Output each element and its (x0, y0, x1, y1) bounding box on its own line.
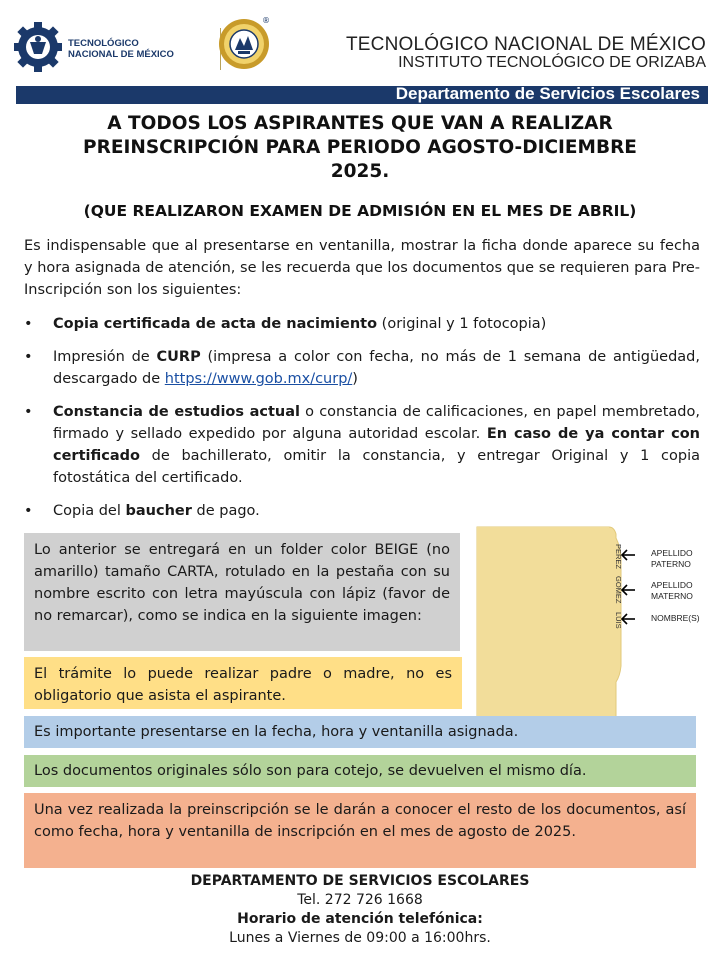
bullet-dot: • (24, 316, 33, 332)
page-subtitle: (QUE REALIZARON EXAMEN DE ADMISIÓN EN EL MES DE ABRIL) (83, 202, 637, 220)
registered-mark: ® (262, 16, 270, 25)
curp-link[interactable]: https://www.gob.mx/curp/ (164, 371, 353, 387)
next-steps-box: Una vez realizada la preinscripción se le darán a conocer el resto de los documentos, así como fecha, hora y ventanilla de inscripción en el mes de agosto de 2025. (24, 793, 696, 868)
parent-note-box: El trámite lo puede realizar padre o madre, no es obligatorio que asista el aspirante. (24, 657, 462, 709)
label-apellido-materno: APELLIDO MATERNO (651, 580, 693, 601)
bullet-dot: • (24, 503, 33, 519)
label-nombre: NOMBRE(S) (651, 613, 700, 623)
tecnm-gear-logo (14, 14, 62, 80)
department-label: Departamento de Servicios Escolares (395, 84, 700, 103)
originals-note-box: Los documentos originales sólo son para cotejo, se devuelven el mismo día. (24, 755, 696, 787)
list-item: • Copia certificada de acta de nacimiento (original y 1 fotocopia) (24, 313, 700, 335)
footer-hours-label: Horario de atención telefónica: (237, 911, 483, 927)
label-apellido-paterno: APELLIDO PATERNO (651, 548, 693, 569)
folder-illustration (476, 526, 640, 728)
page-title: A TODOS LOS ASPIRANTES QUE VAN A REALIZAR PREINSCRIPCIÓN PARA PERIODO AGOSTO-DICIEMBRE 2025. (83, 113, 637, 182)
tab-name-paterno: PEREZ (614, 544, 623, 570)
footer (0, 872, 720, 948)
footer-hours: Lunes a Viernes de 09:00 a 16:00hrs. (229, 930, 491, 946)
list-item: • Copia del baucher de pago. (24, 500, 700, 522)
folder-instructions-box: Lo anterior se entregará en un folder color BEIGE (no amarillo) tamaño CARTA, rotulado en la pestaña con su nombre escrito con letra mayúscula con lápiz (favor de no remarcar), como se indica en la siguiente imagen: (24, 533, 460, 651)
ito-seal-logo (218, 18, 270, 70)
bullet-dot: • (24, 349, 33, 365)
attendance-note-box: Es importante presentarse en la fecha, hora y ventanilla asignada. (24, 716, 696, 748)
institution-name: TECNOLÓGICO NACIONAL DE MÉXICO (345, 34, 706, 55)
institute-name: INSTITUTO TECNOLÓGICO DE ORIZABA (398, 54, 706, 71)
tab-name-materno: GOMEZ (614, 576, 623, 604)
footer-department: DEPARTAMENTO DE SERVICIOS ESCOLARES (190, 873, 530, 889)
tecnm-logo-text: TECNOLÓGICO NACIONAL DE MÉXICO (68, 38, 174, 60)
bullet-dot: • (24, 404, 33, 420)
tab-name-nombre: LUIS (614, 612, 623, 629)
list-item: • Constancia de estudios actual o constancia de calificaciones, en papel membretado, firmado y sellado expedido por alguna autoridad escolar. En caso de ya contar con certificado de bachillerato, omitir la constancia, y entregar Original y 1 copia fotostática del certificado. (24, 401, 700, 489)
list-item: • Impresión de CURP (impresa a color con fecha, no más de 1 semana de antigüedad, descargado de https://www.gob.mx/curp/) (24, 346, 700, 390)
footer-phone: Tel. 272 726 1668 (297, 892, 423, 908)
intro-paragraph: Es indispensable que al presentarse en ventanilla, mostrar la ficha donde aparece su fecha y hora asignada de atención, se les recuerda que los documentos que se requieren para Pre-Inscripción son los siguientes: (24, 238, 700, 298)
department-bar (16, 86, 708, 104)
